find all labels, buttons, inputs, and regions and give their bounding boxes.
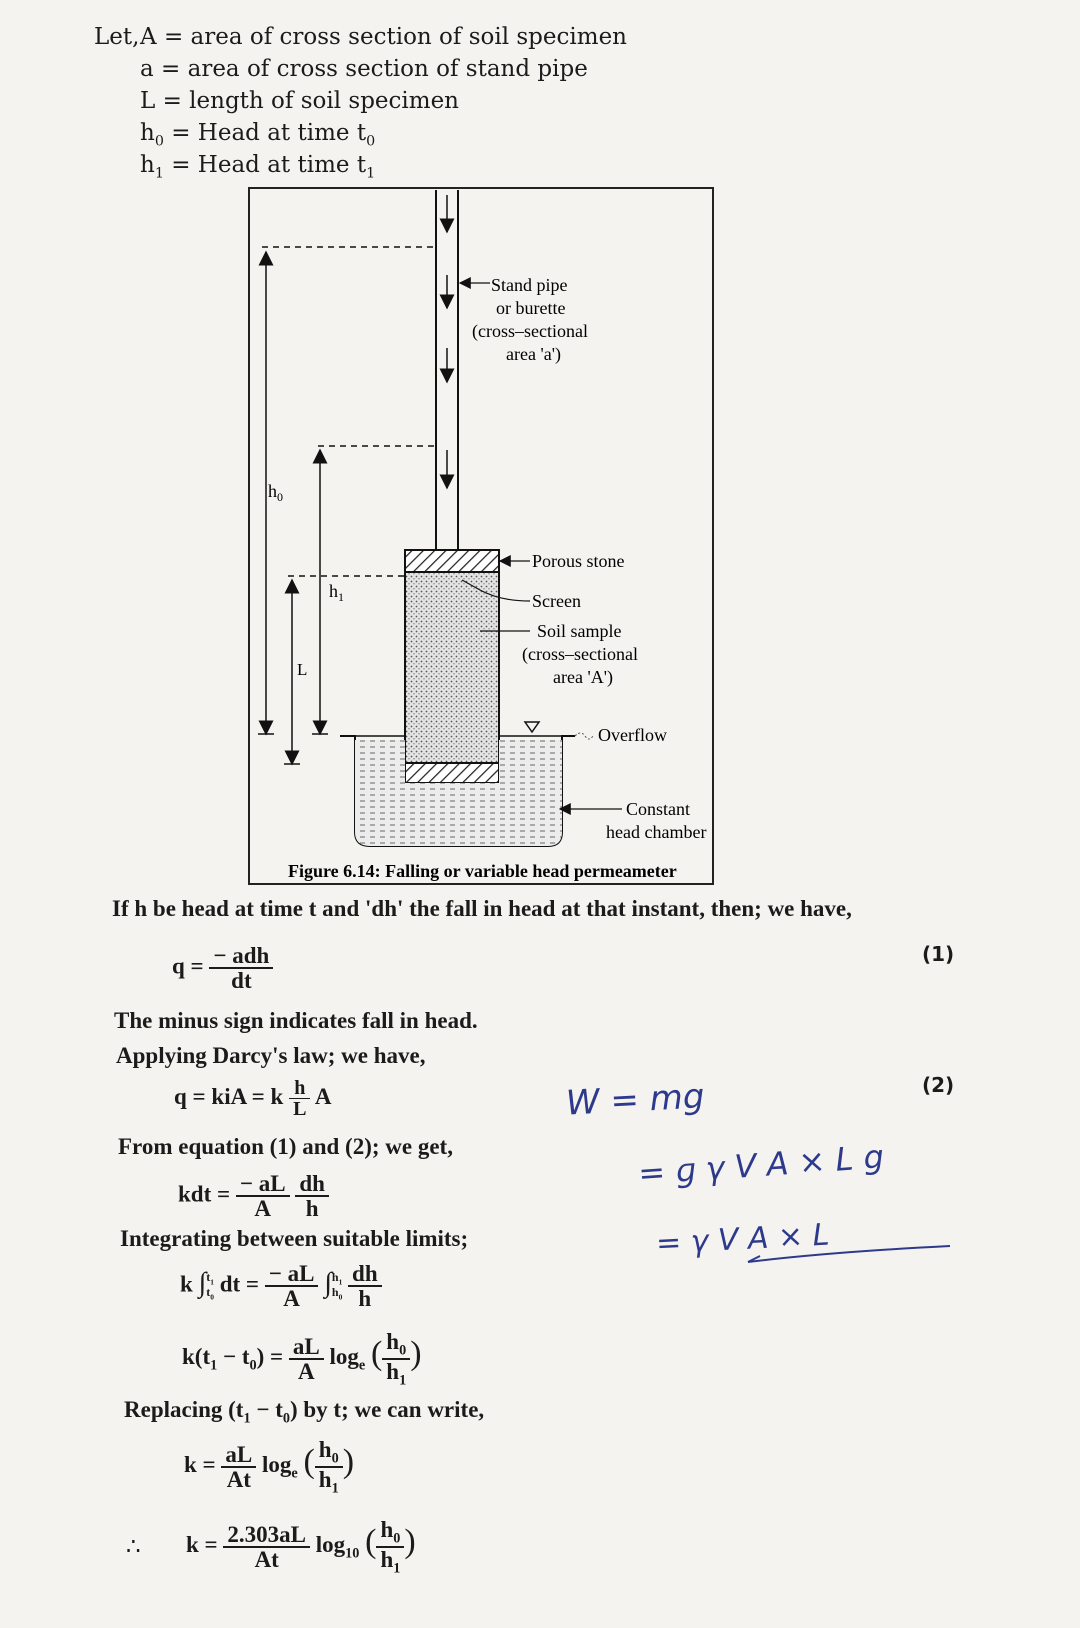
svg-text:(cross–sectional: (cross–sectional <box>522 644 638 664</box>
porous-stone-label: Porous stone <box>532 551 625 571</box>
paragraph: From equation (1) and (2); we get, <box>118 1134 453 1159</box>
h1-label: $h_1$ <box>329 581 344 604</box>
equation-5: $k(t_1 - t_0)$ = $\frac{aL}{A}$ $\log_e$ ( $\frac{h_0}{h_1}$ ) <box>182 1329 422 1389</box>
paragraph: The minus sign indicates fall in head. <box>114 1008 478 1033</box>
equation-7: k = $\frac{2.303aL}{At}$ $\log_{10}$ ( $\frac{h_0}{h_1}$ ) <box>186 1517 416 1577</box>
soil-sample <box>405 550 499 770</box>
equation-1: q = $\frac{\text{− adh}}{dt}$ <box>172 944 273 992</box>
definition-line: $h_1$ = Head at time $t_1$ <box>140 152 376 182</box>
paragraph: Integrating between suitable limits; <box>120 1226 469 1251</box>
chamber-label: Constant <box>626 799 691 819</box>
svg-text:(cross–sectional: (cross–sectional <box>472 321 588 341</box>
paragraph: Replacing $(t_1 - t_0)$ by t; we can write, <box>124 1397 485 1427</box>
equation-3: kdt = $\frac{- aL}{A}$ $\frac{dh}{h}$ <box>178 1172 329 1220</box>
handwritten-note: W = mg <box>565 1076 706 1124</box>
paragraph: If h be head at time t and 'dh' the fall in head at that instant, then; we have, <box>112 896 852 921</box>
stand-pipe-label: Stand pipe <box>491 275 568 295</box>
definition-line: A = area of cross section of soil specimen <box>140 24 627 50</box>
svg-text:or burette: or burette <box>496 298 566 318</box>
definition-line: $h_0$ = Head at time $t_0$ <box>140 120 376 150</box>
handwritten-underline <box>740 1232 960 1272</box>
therefore-symbol: ∴ <box>126 1534 141 1559</box>
equation-number: (2) <box>922 1073 955 1097</box>
paragraph: Applying Darcy's law; we have, <box>116 1043 426 1068</box>
equation-6: k = $\frac{aL}{At}$ $\log_e$ ( $\frac{h_0}{h_1}$ ) <box>184 1437 355 1497</box>
svg-text:area 'A'): area 'A') <box>553 667 613 687</box>
h0-label: $h_0$ <box>268 481 283 504</box>
overflow-spill <box>575 733 593 739</box>
svg-text:head chamber: head chamber <box>606 822 707 842</box>
definitions-intro: Let, <box>94 24 140 50</box>
water-level-symbol <box>525 722 539 732</box>
figure-caption: Figure 6.14: Falling or variable head permeameter <box>288 861 677 881</box>
definition-line: L = length of soil specimen <box>140 88 459 114</box>
porous-stone-top <box>405 550 499 572</box>
definition-line: a = area of cross section of stand pipe <box>140 56 588 82</box>
soil-sample-label: Soil sample <box>537 621 622 641</box>
length-label: L <box>297 660 308 679</box>
overflow-label: Overflow <box>598 725 667 745</box>
svg-text:area 'a'): area 'a') <box>506 344 561 364</box>
equation-2: q = kiA = k $\frac{h}{L}$ A <box>174 1077 332 1120</box>
equation-number: (1) <box>922 942 955 966</box>
screen-label: Screen <box>532 591 581 611</box>
handwritten-note: = γ V A × L <box>655 1217 831 1262</box>
equation-4: k ∫ $t_1$ $t_0$ dt = $\frac{- aL}{A}$ ∫ $h_1$ $h_0$ $\frac{dh}{h}$ <box>180 1262 382 1310</box>
porous-stone-bottom <box>405 763 499 783</box>
handwritten-note: = ɡ γ V A × L g <box>636 1137 886 1193</box>
